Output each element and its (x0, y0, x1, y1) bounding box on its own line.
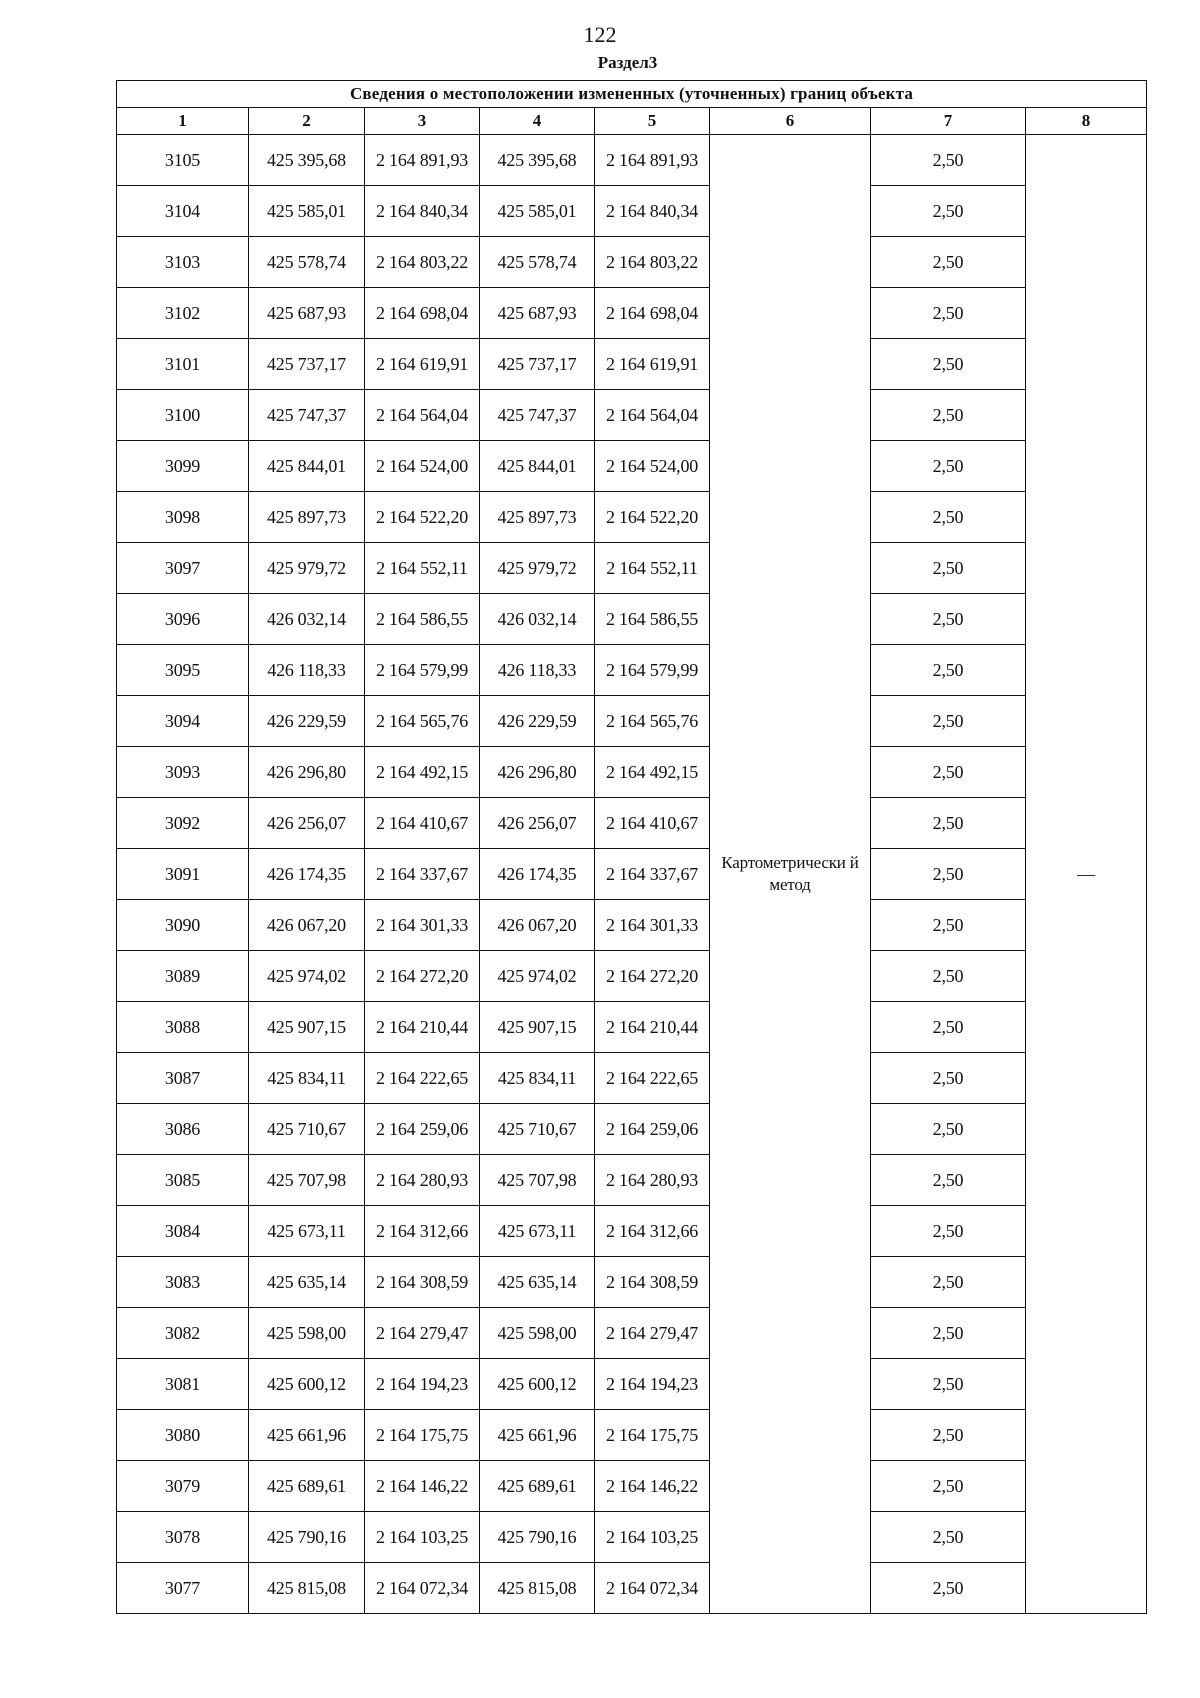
table-row (117, 1308, 1147, 1359)
column-number: 5 (595, 108, 710, 135)
accuracy-cell: 2,50 (871, 339, 1026, 390)
y-existing-cell: 2 164 552,11 (365, 543, 480, 594)
x-existing-cell: 426 067,20 (249, 900, 365, 951)
boundary-coordinates-table (116, 80, 1147, 1614)
x-new-cell: 425 585,01 (480, 186, 595, 237)
point-number-cell: 3099 (117, 441, 249, 492)
point-number-cell: 3088 (117, 1002, 249, 1053)
y-existing-cell: 2 164 272,20 (365, 951, 480, 1002)
x-new-cell: 425 661,96 (480, 1410, 595, 1461)
section-label: Раздел3 (597, 53, 658, 72)
point-number-cell: 3093 (117, 747, 249, 798)
x-new-cell: 425 707,98 (480, 1155, 595, 1206)
accuracy-cell: 2,50 (871, 135, 1026, 186)
x-existing-cell: 426 174,35 (249, 849, 365, 900)
y-new-cell: 2 164 586,55 (595, 594, 710, 645)
x-new-cell: 425 673,11 (480, 1206, 595, 1257)
x-existing-cell: 425 578,74 (249, 237, 365, 288)
x-new-cell: 425 834,11 (480, 1053, 595, 1104)
point-number-cell: 3087 (117, 1053, 249, 1104)
y-existing-cell: 2 164 222,65 (365, 1053, 480, 1104)
point-number-cell: 3089 (117, 951, 249, 1002)
accuracy-cell: 2,50 (871, 1104, 1026, 1155)
y-existing-cell: 2 164 492,15 (365, 747, 480, 798)
table-row (117, 1053, 1147, 1104)
x-existing-cell: 425 689,61 (249, 1461, 365, 1512)
x-existing-cell: 425 635,14 (249, 1257, 365, 1308)
method-cell: Картометрически й метод (710, 135, 871, 1614)
x-new-cell: 425 979,72 (480, 543, 595, 594)
accuracy-cell: 2,50 (871, 186, 1026, 237)
accuracy-cell: 2,50 (871, 441, 1026, 492)
y-existing-cell: 2 164 522,20 (365, 492, 480, 543)
point-number-cell: 3085 (117, 1155, 249, 1206)
x-existing-cell: 426 229,59 (249, 696, 365, 747)
x-new-cell: 425 710,67 (480, 1104, 595, 1155)
x-new-cell: 425 578,74 (480, 237, 595, 288)
y-existing-cell: 2 164 308,59 (365, 1257, 480, 1308)
table-row (117, 594, 1147, 645)
y-existing-cell: 2 164 840,34 (365, 186, 480, 237)
column-number: 6 (710, 108, 871, 135)
point-number-cell: 3100 (117, 390, 249, 441)
column-number: 7 (871, 108, 1026, 135)
x-existing-cell: 425 598,00 (249, 1308, 365, 1359)
point-number-cell: 3086 (117, 1104, 249, 1155)
y-existing-cell: 2 164 146,22 (365, 1461, 480, 1512)
y-existing-cell: 2 164 210,44 (365, 1002, 480, 1053)
notes-cell: — (1026, 135, 1147, 1614)
point-number-cell: 3078 (117, 1512, 249, 1563)
y-existing-cell: 2 164 259,06 (365, 1104, 480, 1155)
y-new-cell: 2 164 619,91 (595, 339, 710, 390)
accuracy-cell: 2,50 (871, 951, 1026, 1002)
x-new-cell: 426 229,59 (480, 696, 595, 747)
x-existing-cell: 426 296,80 (249, 747, 365, 798)
y-new-cell: 2 164 301,33 (595, 900, 710, 951)
y-new-cell: 2 164 522,20 (595, 492, 710, 543)
column-number: 1 (117, 108, 249, 135)
x-existing-cell: 425 710,67 (249, 1104, 365, 1155)
table-row (117, 1155, 1147, 1206)
table-row (117, 900, 1147, 951)
x-existing-cell: 426 118,33 (249, 645, 365, 696)
x-existing-cell: 426 032,14 (249, 594, 365, 645)
point-number-cell: 3079 (117, 1461, 249, 1512)
x-existing-cell: 425 585,01 (249, 186, 365, 237)
column-number: 8 (1026, 108, 1147, 135)
y-new-cell: 2 164 210,44 (595, 1002, 710, 1053)
table-row (117, 237, 1147, 288)
y-new-cell: 2 164 524,00 (595, 441, 710, 492)
table-row (117, 543, 1147, 594)
page-number: 122 (583, 22, 617, 47)
accuracy-cell: 2,50 (871, 1461, 1026, 1512)
point-number-cell: 3080 (117, 1410, 249, 1461)
point-number-cell: 3083 (117, 1257, 249, 1308)
y-new-cell: 2 164 565,76 (595, 696, 710, 747)
table-row (117, 441, 1147, 492)
point-number-cell: 3101 (117, 339, 249, 390)
point-number-cell: 3090 (117, 900, 249, 951)
x-existing-cell: 425 737,17 (249, 339, 365, 390)
point-number-cell: 3102 (117, 288, 249, 339)
accuracy-cell: 2,50 (871, 594, 1026, 645)
y-existing-cell: 2 164 312,66 (365, 1206, 480, 1257)
y-new-cell: 2 164 272,20 (595, 951, 710, 1002)
table-row (117, 288, 1147, 339)
y-new-cell: 2 164 194,23 (595, 1359, 710, 1410)
x-existing-cell: 425 661,96 (249, 1410, 365, 1461)
column-number: 2 (249, 108, 365, 135)
accuracy-cell: 2,50 (871, 237, 1026, 288)
y-existing-cell: 2 164 280,93 (365, 1155, 480, 1206)
accuracy-cell: 2,50 (871, 1512, 1026, 1563)
y-existing-cell: 2 164 698,04 (365, 288, 480, 339)
y-new-cell: 2 164 840,34 (595, 186, 710, 237)
y-existing-cell: 2 164 279,47 (365, 1308, 480, 1359)
point-number-cell: 3098 (117, 492, 249, 543)
x-existing-cell: 425 974,02 (249, 951, 365, 1002)
x-existing-cell: 425 844,01 (249, 441, 365, 492)
x-existing-cell: 425 834,11 (249, 1053, 365, 1104)
x-new-cell: 425 600,12 (480, 1359, 595, 1410)
accuracy-cell: 2,50 (871, 1053, 1026, 1104)
accuracy-cell: 2,50 (871, 798, 1026, 849)
accuracy-cell: 2,50 (871, 390, 1026, 441)
point-number-cell: 3104 (117, 186, 249, 237)
x-new-cell: 426 032,14 (480, 594, 595, 645)
y-existing-cell: 2 164 337,67 (365, 849, 480, 900)
x-existing-cell: 425 815,08 (249, 1563, 365, 1614)
y-new-cell: 2 164 564,04 (595, 390, 710, 441)
column-number: 4 (480, 108, 595, 135)
y-new-cell: 2 164 175,75 (595, 1410, 710, 1461)
y-existing-cell: 2 164 565,76 (365, 696, 480, 747)
x-existing-cell: 425 707,98 (249, 1155, 365, 1206)
table-row (117, 1512, 1147, 1563)
y-new-cell: 2 164 308,59 (595, 1257, 710, 1308)
y-new-cell: 2 164 492,15 (595, 747, 710, 798)
accuracy-cell: 2,50 (871, 849, 1026, 900)
x-new-cell: 426 256,07 (480, 798, 595, 849)
column-number: 3 (365, 108, 480, 135)
accuracy-cell: 2,50 (871, 645, 1026, 696)
table-row (117, 1563, 1147, 1614)
table-row (117, 798, 1147, 849)
y-new-cell: 2 164 337,67 (595, 849, 710, 900)
table-row (117, 339, 1147, 390)
accuracy-cell: 2,50 (871, 1206, 1026, 1257)
x-new-cell: 425 790,16 (480, 1512, 595, 1563)
y-existing-cell: 2 164 619,91 (365, 339, 480, 390)
y-existing-cell: 2 164 891,93 (365, 135, 480, 186)
point-number-cell: 3091 (117, 849, 249, 900)
x-new-cell: 426 067,20 (480, 900, 595, 951)
point-number-cell: 3103 (117, 237, 249, 288)
table-row (117, 1104, 1147, 1155)
table-row (117, 849, 1147, 900)
x-existing-cell: 425 897,73 (249, 492, 365, 543)
table-row (117, 1461, 1147, 1512)
table-row (117, 747, 1147, 798)
point-number-cell: 3094 (117, 696, 249, 747)
y-new-cell: 2 164 103,25 (595, 1512, 710, 1563)
x-new-cell: 425 815,08 (480, 1563, 595, 1614)
table-row (117, 951, 1147, 1002)
x-new-cell: 425 689,61 (480, 1461, 595, 1512)
table-row (117, 135, 1147, 186)
y-existing-cell: 2 164 579,99 (365, 645, 480, 696)
accuracy-cell: 2,50 (871, 1563, 1026, 1614)
y-existing-cell: 2 164 194,23 (365, 1359, 480, 1410)
x-existing-cell: 425 747,37 (249, 390, 365, 441)
x-existing-cell: 425 395,68 (249, 135, 365, 186)
y-existing-cell: 2 164 410,67 (365, 798, 480, 849)
x-existing-cell: 425 600,12 (249, 1359, 365, 1410)
x-new-cell: 426 174,35 (480, 849, 595, 900)
table-row (117, 1206, 1147, 1257)
y-new-cell: 2 164 891,93 (595, 135, 710, 186)
x-new-cell: 425 897,73 (480, 492, 595, 543)
accuracy-cell: 2,50 (871, 900, 1026, 951)
x-new-cell: 425 395,68 (480, 135, 595, 186)
y-new-cell: 2 164 698,04 (595, 288, 710, 339)
x-existing-cell: 425 687,93 (249, 288, 365, 339)
table-title: Сведения о местоположении измененных (уточненных) границ объекта (117, 81, 1147, 108)
accuracy-cell: 2,50 (871, 1257, 1026, 1308)
table-row (117, 1257, 1147, 1308)
x-existing-cell: 426 256,07 (249, 798, 365, 849)
table-body (117, 135, 1147, 1614)
point-number-cell: 3092 (117, 798, 249, 849)
table-row (117, 1002, 1147, 1053)
point-number-cell: 3096 (117, 594, 249, 645)
x-new-cell: 425 598,00 (480, 1308, 595, 1359)
x-new-cell: 426 296,80 (480, 747, 595, 798)
table-row (117, 645, 1147, 696)
accuracy-cell: 2,50 (871, 1359, 1026, 1410)
accuracy-cell: 2,50 (871, 288, 1026, 339)
table-row (117, 1410, 1147, 1461)
point-number-cell: 3081 (117, 1359, 249, 1410)
y-new-cell: 2 164 280,93 (595, 1155, 710, 1206)
y-existing-cell: 2 164 175,75 (365, 1410, 480, 1461)
y-new-cell: 2 164 279,47 (595, 1308, 710, 1359)
y-existing-cell: 2 164 103,25 (365, 1512, 480, 1563)
point-number-cell: 3084 (117, 1206, 249, 1257)
y-existing-cell: 2 164 803,22 (365, 237, 480, 288)
x-new-cell: 425 737,17 (480, 339, 595, 390)
point-number-cell: 3095 (117, 645, 249, 696)
x-new-cell: 425 844,01 (480, 441, 595, 492)
accuracy-cell: 2,50 (871, 747, 1026, 798)
table-row (117, 696, 1147, 747)
column-number-row (117, 108, 1147, 135)
y-existing-cell: 2 164 586,55 (365, 594, 480, 645)
y-new-cell: 2 164 222,65 (595, 1053, 710, 1104)
x-existing-cell: 425 790,16 (249, 1512, 365, 1563)
point-number-cell: 3077 (117, 1563, 249, 1614)
y-new-cell: 2 164 579,99 (595, 645, 710, 696)
accuracy-cell: 2,50 (871, 1002, 1026, 1053)
y-new-cell: 2 164 312,66 (595, 1206, 710, 1257)
point-number-cell: 3097 (117, 543, 249, 594)
x-new-cell: 426 118,33 (480, 645, 595, 696)
x-existing-cell: 425 907,15 (249, 1002, 365, 1053)
accuracy-cell: 2,50 (871, 1410, 1026, 1461)
y-new-cell: 2 164 259,06 (595, 1104, 710, 1155)
x-new-cell: 425 635,14 (480, 1257, 595, 1308)
table-row (117, 390, 1147, 441)
table-row (117, 186, 1147, 237)
table-row (117, 1359, 1147, 1410)
point-number-cell: 3105 (117, 135, 249, 186)
x-new-cell: 425 687,93 (480, 288, 595, 339)
y-existing-cell: 2 164 072,34 (365, 1563, 480, 1614)
y-new-cell: 2 164 552,11 (595, 543, 710, 594)
point-number-cell: 3082 (117, 1308, 249, 1359)
y-existing-cell: 2 164 301,33 (365, 900, 480, 951)
y-new-cell: 2 164 072,34 (595, 1563, 710, 1614)
accuracy-cell: 2,50 (871, 696, 1026, 747)
y-new-cell: 2 164 410,67 (595, 798, 710, 849)
accuracy-cell: 2,50 (871, 492, 1026, 543)
y-existing-cell: 2 164 564,04 (365, 390, 480, 441)
accuracy-cell: 2,50 (871, 1308, 1026, 1359)
x-new-cell: 425 907,15 (480, 1002, 595, 1053)
x-existing-cell: 425 673,11 (249, 1206, 365, 1257)
x-existing-cell: 425 979,72 (249, 543, 365, 594)
accuracy-cell: 2,50 (871, 1155, 1026, 1206)
x-new-cell: 425 747,37 (480, 390, 595, 441)
y-existing-cell: 2 164 524,00 (365, 441, 480, 492)
x-new-cell: 425 974,02 (480, 951, 595, 1002)
table-row (117, 492, 1147, 543)
y-new-cell: 2 164 803,22 (595, 237, 710, 288)
y-new-cell: 2 164 146,22 (595, 1461, 710, 1512)
accuracy-cell: 2,50 (871, 543, 1026, 594)
